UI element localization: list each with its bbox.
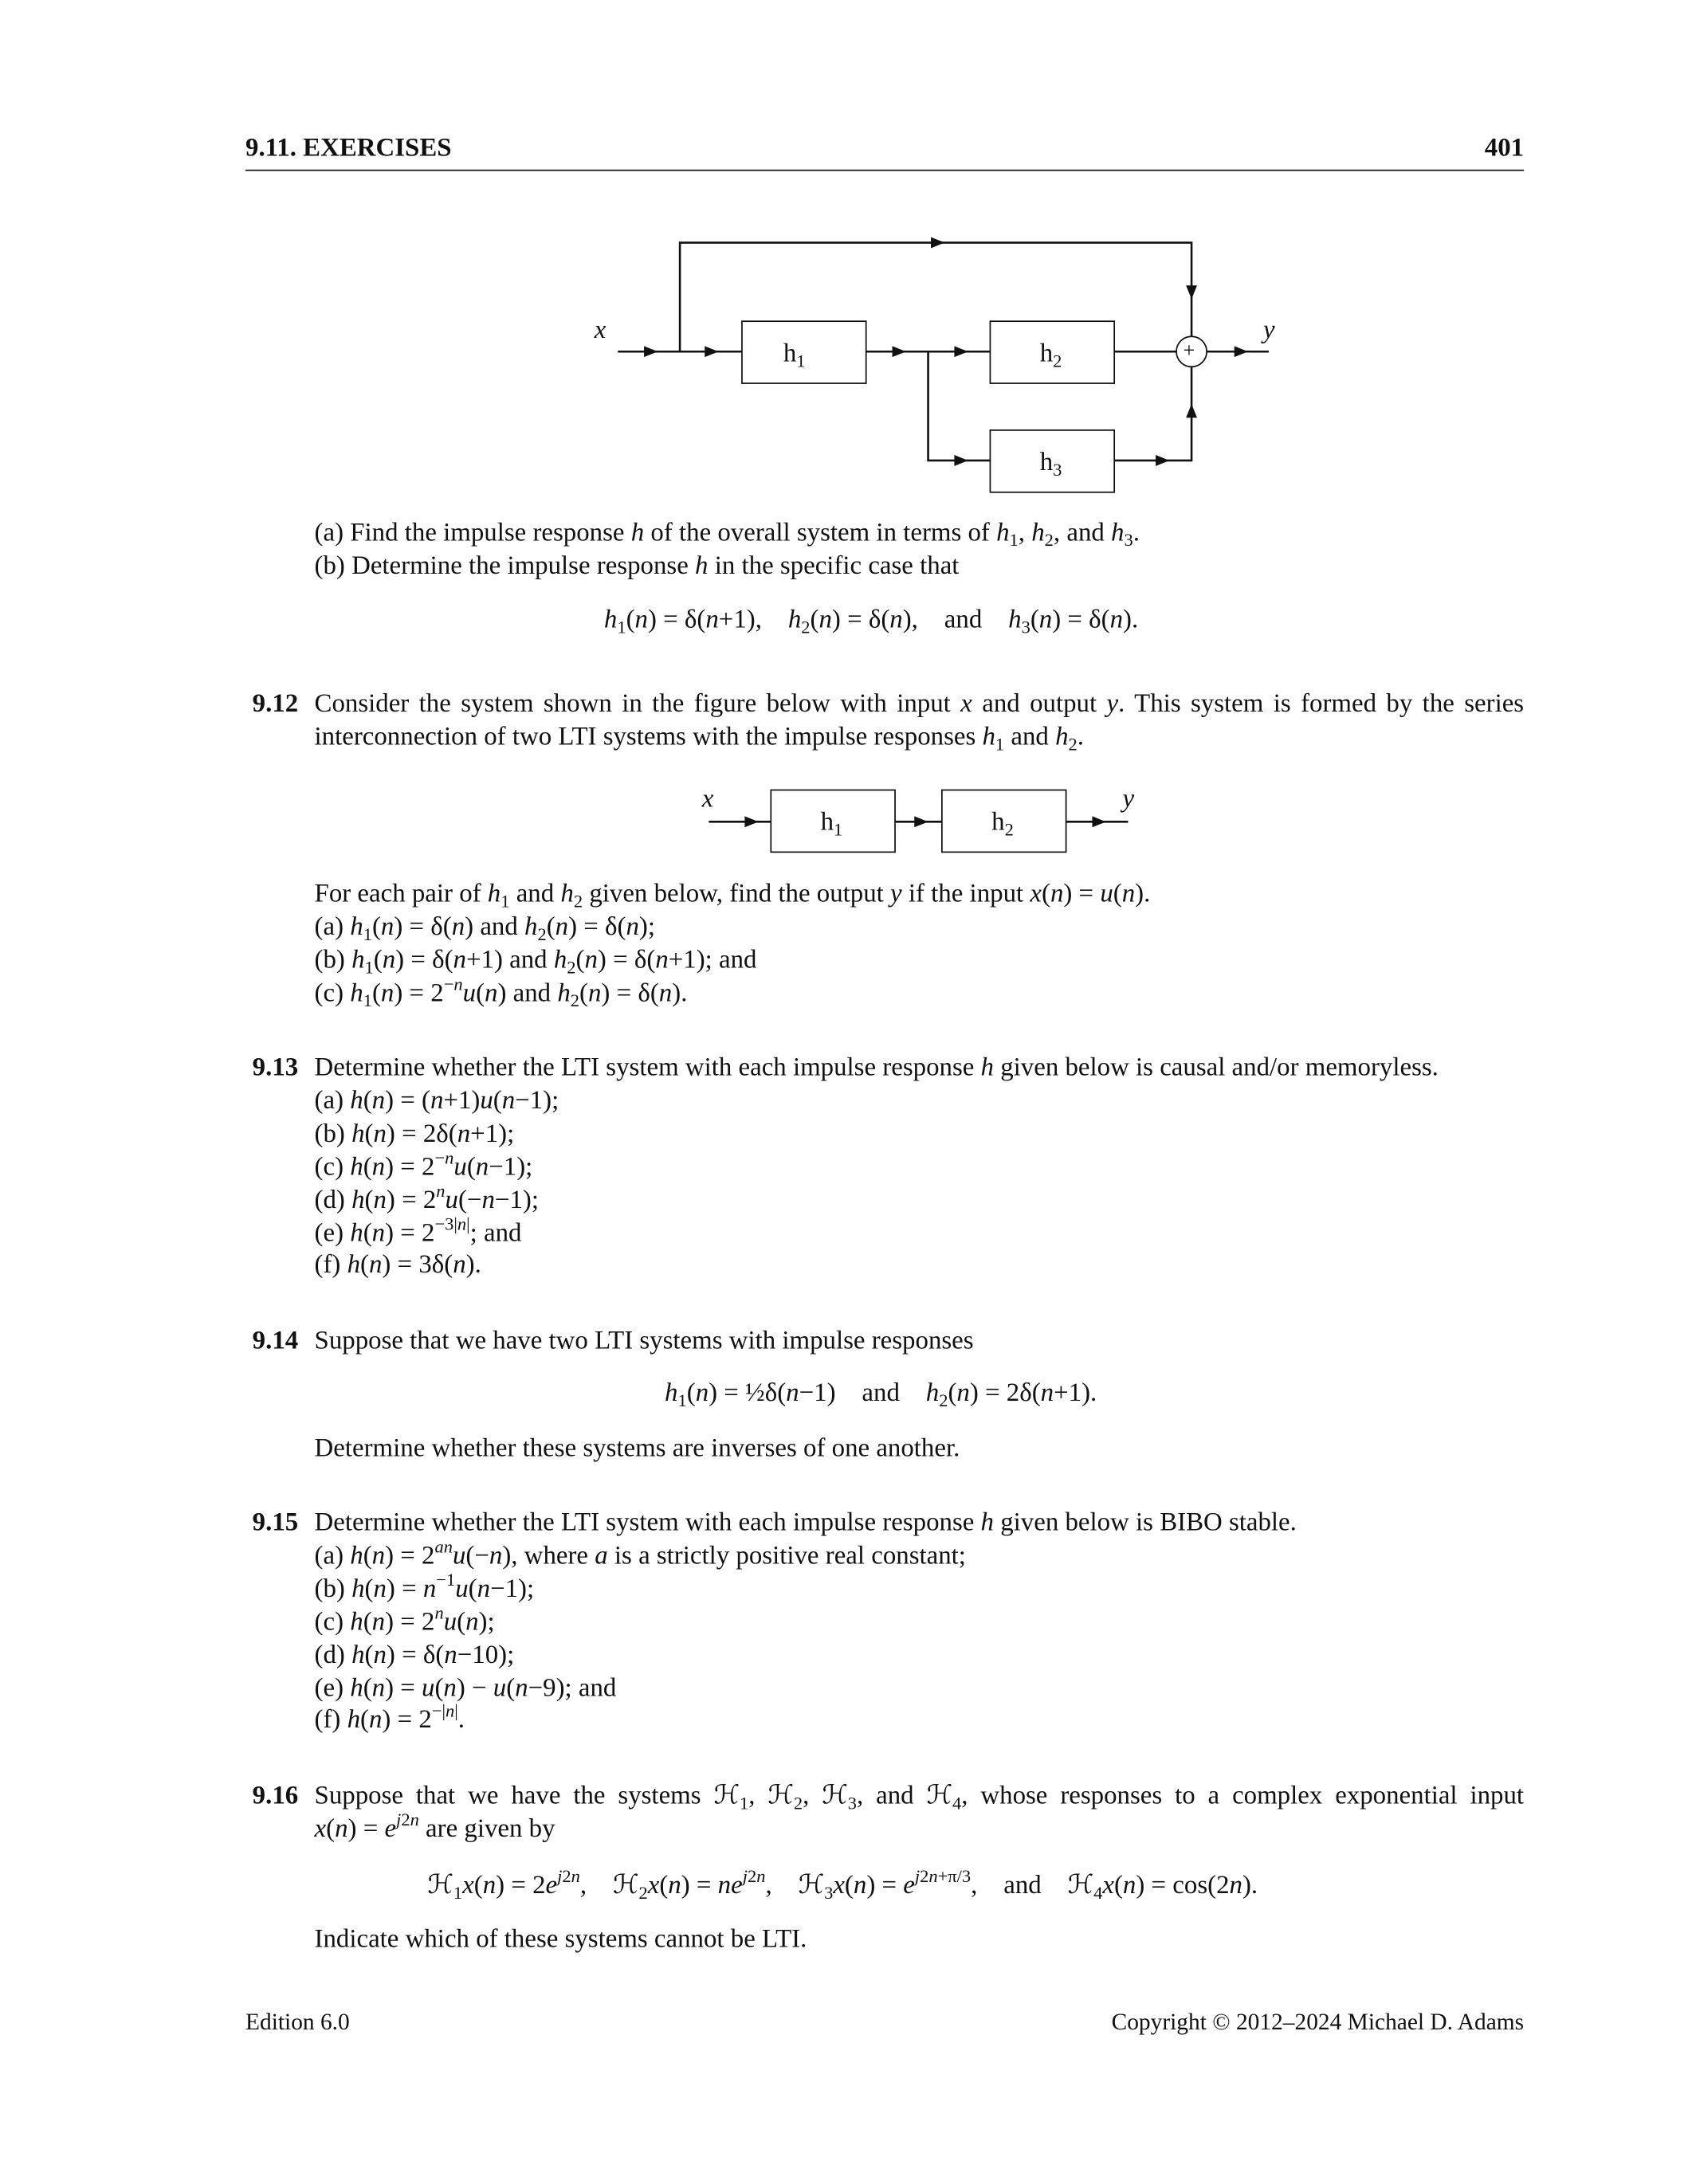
ex914-line2: Determine whether these systems are inverses of one another. [314, 1433, 960, 1463]
ex914-equation: $h_1(n)$ = ½δ(n−1) and $h_2(n) = 2\delta(n+1)$. [665, 1378, 1097, 1411]
ex915-item: (c) $h(n) = 2^nu(n)$; [314, 1602, 495, 1637]
block-label-h3: $h_3$ [1039, 448, 1062, 480]
exercise-number: 9.16 [252, 1781, 299, 1811]
ex915-line1: Determine whether the LTI system with each impulse response h given below is BIBO stable. [314, 1508, 1297, 1538]
page-number: 401 [1484, 133, 1525, 163]
ex913-item: (c) $h(n) = 2^{-n}u(n-1)$; [314, 1147, 533, 1182]
series-input-x: x [701, 784, 714, 814]
block-label-h2: $h_2$ [1039, 339, 1062, 371]
ex911-part-b: (b) Determine the impulse response h in the specific case that [314, 551, 960, 581]
input-label-x: x [594, 316, 607, 345]
ex912-part-b: (b) $h_1(n) = \delta(n+1)$ and $h_2(n) = \delta(n+1)$; and [314, 946, 757, 978]
ex912-part-a: (a) $h_1(n) = \delta(n)$ and $h_2(n) = \delta(n)$; [314, 912, 655, 945]
section-header: 9.11. EXERCISES [245, 133, 452, 163]
ex912-part-c: (c) $h_1(n) = 2^{-n}u(n)$ and $h_2(n) = \delta(n)$. [314, 973, 688, 1011]
ex913-item: (e) $h(n) = 2^{-3|n|}$; and [314, 1213, 522, 1249]
adder-plus: + [1183, 340, 1195, 363]
ex916-line2: $x(n) = e^{j2n}$ are given by [314, 1809, 555, 1844]
ex915-item: (d) h(n) = δ(n−10); [314, 1641, 515, 1670]
series-output-y: y [1122, 784, 1135, 814]
ex912-line2: interconnection of two LTI systems with the impulse responses $h_1$ and $h_2$. [314, 722, 1084, 755]
ex911-part-a: (a) Find the impulse response h of the overall system in terms of $h_1$, $h_2$, and $h_3$. [314, 518, 1140, 551]
exercise-number: 9.14 [252, 1326, 299, 1355]
series-h2-label: $h_2$ [991, 808, 1014, 840]
ex916-equation: ℋ$_1$x(n) = $2e^{j2n}$, ℋ$_2$x(n) = $ne^{j2n}$, ℋ$_3$x(n) = $e^{j2n+\pi/3}$, and ℋ$_4$x(n) = cos(2n). [427, 1865, 1258, 1903]
series-diagram [709, 790, 1128, 853]
ex915-item: (e) h(n) = u(n) − u(n−9); and [314, 1673, 617, 1704]
ex916-line1: Suppose that we have the systems ℋ$_1$, ℋ$_2$, ℋ$_3$, and ℋ$_4$, whose responses to a complex exponential input [314, 1781, 1525, 1813]
ex913-item: (b) h(n) = 2δ(n+1); [314, 1119, 515, 1149]
parallel-diagram [618, 243, 1269, 492]
footer-edition: Edition 6.0 [245, 2009, 350, 2036]
ex915-item: (f) $h(n) = 2^{-|n|}$. [314, 1700, 465, 1735]
ex912-line3: For each pair of $h_1$ and $h_2$ given below, find the output y if the input x(n) = u(n). [314, 879, 1151, 912]
exercise-number: 9.13 [252, 1053, 299, 1083]
ex913-line1: Determine whether the LTI system with each impulse response h given below is causal and/or memoryless. [314, 1053, 1439, 1083]
ex914-line1: Suppose that we have two LTI systems with impulse responses [314, 1326, 974, 1355]
ex913-item: (a) h(n) = (n+1)u(n−1); [314, 1086, 559, 1116]
exercise-number: 9.12 [252, 689, 299, 719]
ex911-equation: $h_1(n) = \delta(n+1)$, $h_2(n) = \delta(n)$, and $h_3(n) = \delta(n)$. [603, 605, 1139, 637]
block-label-h1: $h_1$ [783, 339, 806, 371]
ex913-item: (d) $h(n) = 2^nu(-n-1)$; [314, 1180, 539, 1215]
series-h1-label: $h_1$ [820, 808, 843, 840]
ex915-item: (a) $h(n) = 2^{an}u(-n)$, where a is a strictly positive real constant; [314, 1535, 966, 1570]
ex916-line3: Indicate which of these systems cannot be LTI. [314, 1924, 807, 1954]
output-label-y: y [1263, 316, 1275, 345]
ex915-item: (b) $h(n) = n^{-1}u(n-1)$; [314, 1569, 535, 1604]
exercise-number: 9.15 [252, 1508, 299, 1538]
ex913-item: (f) h(n) = 3δ(n). [314, 1250, 481, 1280]
ex912-line1: Consider the system shown in the figure below with input x and output y. This system is formed by the series [314, 689, 1525, 719]
footer-copyright: Copyright © 2012–2024 Michael D. Adams [1111, 2009, 1525, 2036]
